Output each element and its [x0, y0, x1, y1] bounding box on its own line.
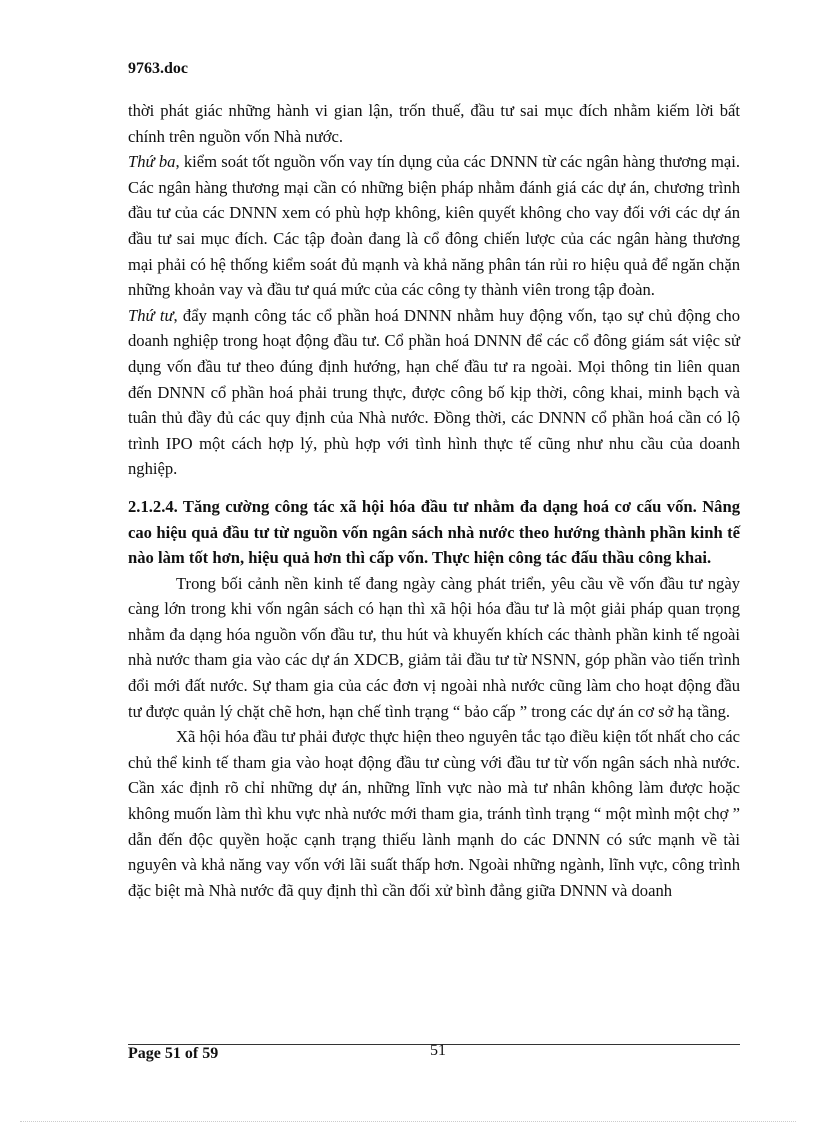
- footer-page-label: Page 51 of 59: [128, 1045, 219, 1062]
- paragraph-text: thời phát giác những hành vi gian lận, trốn thuế, đầu tư sai mục đích nhằm kiếm lời bất chính trên nguồn vốn Nhà nước.: [128, 101, 740, 146]
- paragraph-text: , kiểm soát tốt nguồn vốn vay tín dụng của các DNNN từ các ngân hàng thương mại. Các ngân hàng thương mại cần có những biện pháp nhằm đánh giá các dự án, chương trình đầu tư của các DNNN xem có phù hợp không, kiên quyết không cho vay đối với các dự án đầu tư sai mục đích. Các tập đoàn đang là cổ đông chiến lược của các ngân hàng thương mại phải có hệ thống kiểm soát đủ mạnh và khả năng phân tán rủi ro hiệu quả để ngăn chặn những khoản vay và đầu tư quá mức của các công ty thành viên trong tập đoàn.: [128, 152, 740, 300]
- body-paragraph: Xã hội hóa đầu tư phải được thực hiện theo nguyên tắc tạo điều kiện tốt nhất cho các chủ thể kinh tế tham gia vào hoạt động đầu tư cùng với đầu tư từ vốn ngân sách nhà nước. Cần xác định rõ chỉ những dự án, những lĩnh vực nào mà tư nhân không làm được hoặc không muốn làm thì khu vực nhà nước mới tham gia, tránh tình trạng “ một mình một chợ ” dẫn đến độc quyền hoặc cạnh trạng thiếu lành mạnh do các DNNN có sức mạnh về tài nguyên và khả năng vay vốn với lãi suất thấp hơn. Ngoài những ngành, lĩnh vực, công trình đặc biệt mà Nhà nước đã quy định thì cần đối xử bình đẳng giữa DNNN và doanh: [128, 727, 740, 900]
- document-filename: 9763.doc: [128, 60, 188, 77]
- paragraph-thu-ba: [128, 149, 740, 303]
- footer-page-number: 51: [430, 1042, 446, 1059]
- paragraph-continuation: [128, 98, 740, 149]
- body-paragraph: Trong bối cảnh nền kinh tế đang ngày càng phát triển, yêu cầu về vốn đầu tư ngày càng lớn trong khi vốn ngân sách có hạn thì xã hội hóa đầu tư là một giải pháp quan trọng nhằm đa dạng hóa nguồn vốn đầu tư, thu hút và khuyến khích các thành phần kinh tế ngoài nhà nước tham gia vào các dự án XDCB, giảm tải đầu tư từ NSNN, góp phần vào tiến trình đổi mới đất nước. Sự tham gia của các đơn vị ngoài nhà nước cũng làm cho hoạt động đầu tư được quản lý chặt chẽ hơn, hạn chế tình trạng “ bảo cấp ” trong các dự án cơ sở hạ tầng.: [128, 573, 740, 721]
- paragraph-text: , đẩy mạnh công tác cổ phần hoá DNNN nhằm huy động vốn, tạo sự chủ động cho doanh nghiệp trong hoạt động đầu tư. Cổ phần hoá DNNN để các cổ đông giám sát việc sử dụng vốn đầu tư theo đúng định hướng, hạn chế đầu tư ra ngoài. Mọi thông tin liên quan đến DNNN cổ phần hoá phải trung thực, được công bố kịp thời, công khai, minh bạch và tuân thủ đầy đủ các quy định của Nhà nước. Đồng thời, các DNNN cổ phần hoá cần có lộ trình IPO một cách hợp lý, phù hợp với tình hình thực tế cũng như nhu cầu của doanh nghiệp.: [128, 305, 741, 479]
- paragraph-label: Thứ tư: [128, 305, 174, 325]
- paragraph-label: Thứ ba: [128, 152, 176, 172]
- paragraph-thu-tu: [128, 303, 740, 482]
- section-gap: [128, 482, 740, 494]
- page-bottom-edge: [20, 1121, 796, 1122]
- page-content: [128, 98, 740, 903]
- section-heading: 2.1.2.4. Tăng cường công tác xã hội hóa đầu tư nhằm đa dạng hoá cơ cấu vốn. Nâng cao hiệu quả đầu tư từ nguồn vốn ngân sách nhà nước theo hướng thành phần kinh tế nào làm tốt hơn, hiệu quả hơn thì cấp vốn. Thực hiện công tác đấu thầu công khai.: [128, 496, 740, 568]
